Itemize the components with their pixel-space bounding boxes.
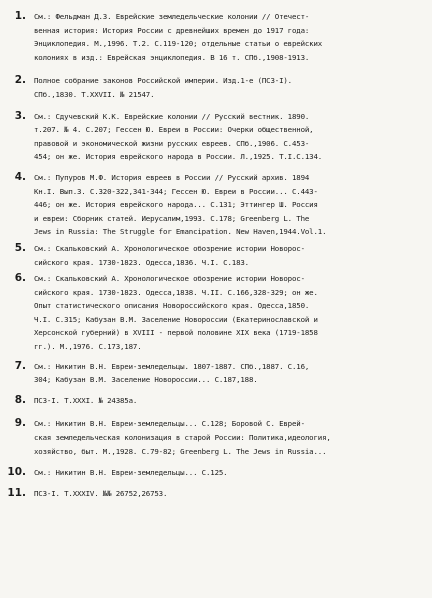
- footnote-number: 5.: [14, 241, 26, 254]
- footnote-number: 7.: [14, 359, 26, 372]
- text-line: 446; он же. История еврейского народа... С.131; Эттингер Ш. Россия: [34, 200, 318, 210]
- text-line: гг.). М.,1976. С.173,187.: [34, 342, 142, 352]
- text-line: См.: Фельдман Д.З. Еврейские земледельческие колонии // Отечест-: [34, 12, 310, 21]
- footnote-text: [34, 74, 426, 101]
- text-line: См.: Пупуров М.Ф. История евреев в России // Русский архив. 1894: [34, 172, 310, 182]
- footnote-number: 9.: [14, 417, 26, 430]
- text-line: т.207. № 4. С.207; Гессен Ю. Евреи в России: Очерки общественной,: [34, 125, 314, 135]
- text-line: Опыт статистического описания Новороссийского края. Одесса,1850.: [34, 301, 310, 311]
- footnote-9: [6, 417, 426, 458]
- footnote-2: [6, 74, 426, 101]
- footnote-8: [6, 394, 426, 408]
- text-line: сийского края. 1730-1823. Одесса,1838. Ч.II. С.166,328-329; он же.: [34, 287, 318, 297]
- footnote-text: [34, 487, 426, 501]
- text-line: См.: Сдучевский К.К. Еврейские колонии // Русский вестник. 1890.: [34, 111, 310, 121]
- footnote-text: [34, 466, 426, 480]
- text-line: См.: Скальковский А. Хронологическое обозрение истории Новорос-: [34, 243, 305, 253]
- text-line: СПб.,1830. Т.XXVII. № 21547.: [34, 89, 155, 99]
- text-line: венная история: История России с древнейших времен до 1917 года:: [34, 25, 310, 35]
- footnote-text: [34, 10, 426, 64]
- text-line: ская земледельческая колонизация в старой России: Политика,идеология,: [34, 433, 331, 443]
- footnote-number: 10.: [7, 466, 26, 479]
- text-line: ПСЗ-I. Т.XXXIV. №№ 26752,26753.: [34, 488, 168, 498]
- footnote-text: [34, 394, 426, 408]
- text-line: ПСЗ-I. Т.XXXI. № 24385а.: [34, 395, 138, 405]
- text-line: хозяйство, быт. М.,1928. С.79-82; Greenberg L. The Jews in Russia...: [34, 446, 327, 456]
- footnote-3: [6, 110, 426, 164]
- footnote-number: 6.: [14, 272, 26, 285]
- footnote-number: 1.: [14, 10, 26, 22]
- text-line: правовой и экономической жизни русских евреев. СПб.,1906. С.453-: [34, 138, 310, 148]
- text-line: См.: Никитин В.Н. Евреи-земледельцы... С.128; Боровой С. Еврей-: [34, 419, 305, 429]
- footnote-text: [34, 171, 426, 239]
- footnote-text: [34, 242, 426, 269]
- footnote-5: [6, 242, 426, 269]
- text-line: Энциклопедия. М.,1996. Т.2. С.119-120; отдельные статьи о еврейских: [34, 39, 323, 49]
- footnote-6: [6, 272, 426, 354]
- footnote-7: [6, 360, 426, 387]
- text-line: Кн.I. Вып.3. С.320-322,341-344; Гессен Ю. Евреи в России... С.443-: [34, 186, 318, 196]
- footnote-number: 3.: [14, 109, 26, 122]
- text-line: 454; он же. История еврейского народа в России. Л.,1925. Т.I.С.134.: [34, 152, 323, 162]
- footnote-number: 8.: [14, 393, 26, 406]
- footnote-text: [34, 360, 426, 387]
- text-line: сийского края. 1730-1823. Одесса,1836. Ч.I. С.183.: [34, 257, 249, 267]
- footnote-text: [34, 110, 426, 164]
- text-line: 304; Кабузан В.М. Заселение Новороссии... С.187,188.: [34, 375, 258, 385]
- text-line: Jews in Russia: The Struggle for Emancipation. New Haven,1944.Vol.1.: [34, 227, 327, 237]
- footnote-4: [6, 171, 426, 239]
- footnote-11: [6, 487, 426, 501]
- footnote-number: 11.: [7, 486, 26, 499]
- footnote-10: [6, 466, 426, 480]
- footnote-1: [6, 10, 426, 64]
- footnote-number: 4.: [14, 170, 26, 183]
- text-line: колониях в изд.: Еврейская энциклопедия. В 16 т. СПб.,1908-1913.: [34, 52, 310, 62]
- text-line: См.: Никитин В.Н. Евреи-земледельцы. 1807-1887. СПб.,1887. С.16,: [34, 361, 310, 371]
- text-line: и евреи: Сборник статей. Иерусалим,1993. С.178; Greenberg L. The: [34, 213, 310, 223]
- text-line: См.: Скальковский А. Хронологическое обозрение истории Новорос-: [34, 274, 305, 284]
- text-line: Ч.I. С.315; Кабузан В.М. Заселение Новороссии (Екатеринославской и: [34, 314, 318, 324]
- footnote-text: [34, 272, 426, 354]
- footnote-number: 2.: [14, 74, 26, 87]
- footnote-text: [34, 417, 426, 458]
- text-line: Полное собрание законов Российской империи. Изд.1-е (ПСЗ-I).: [34, 76, 292, 86]
- text-line: См.: Никитин В.Н. Евреи-земледельцы... С.125.: [34, 468, 228, 478]
- text-line: Херсонской губерний) в XVIII - первой половине XIX века (1719-1858: [34, 328, 318, 338]
